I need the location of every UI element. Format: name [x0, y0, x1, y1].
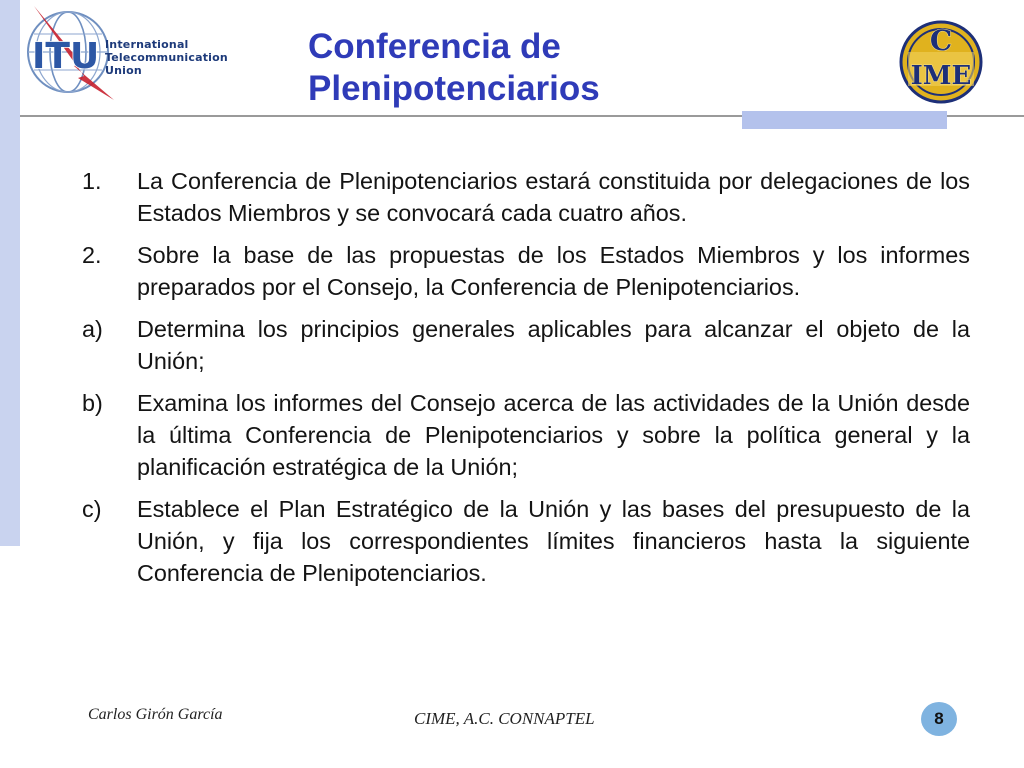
- list-marker: c): [82, 496, 102, 522]
- left-decorative-bar: [0, 0, 20, 546]
- list-item-text: Determina los principios generales aplicables para alcanzar el objeto de la Unión;: [137, 316, 970, 374]
- cime-logo: [888, 14, 994, 106]
- itu-text-line-1: International: [105, 38, 189, 51]
- list-marker: b): [82, 390, 103, 416]
- itu-text-line-3: Union: [105, 64, 142, 77]
- itu-wordmark: [105, 38, 228, 77]
- list-item-text: Sobre la base de las propuestas de los Estados Miembros y los informes preparados por el Consejo, la Conferencia de Plenipotenciarios.: [137, 242, 970, 300]
- list-item: [82, 313, 970, 377]
- itu-text-line-2: Telecommunication: [105, 51, 228, 64]
- list-item: [82, 387, 970, 483]
- slide-title: Conferencia de Plenipotenciarios: [308, 27, 600, 108]
- cime-logo-bottom-letters: IME: [910, 61, 972, 91]
- list-item: [82, 165, 970, 229]
- list-item-text: Establece el Plan Estratégico de la Unión y las bases del presupuesto de la Unión, y fija los correspondientes límites financieros hasta la siguiente Conferencia de Plenipotenciarios.: [137, 496, 970, 586]
- cime-logo-top-letter: C: [929, 24, 953, 57]
- header-accent-bar: [742, 111, 947, 129]
- list-item-text: Examina los informes del Consejo acerca de las actividades de la Unión desde la última Conferencia de Plenipotenciarios y sobre la política general y la planificación estratégica de la Unión;: [137, 390, 970, 480]
- list-item: [82, 493, 970, 589]
- page-number-badge: 8: [921, 702, 957, 736]
- list-item-text: La Conferencia de Plenipotenciarios estará constituida por delegaciones de los Estados Miembros y se convocará cada cuatro años.: [137, 168, 970, 226]
- list-marker: a): [82, 316, 103, 342]
- footer-organization: CIME, A.C. CONNAPTEL: [414, 709, 595, 728]
- slide-body: [82, 165, 970, 599]
- itu-letters: ITU: [32, 36, 100, 77]
- footer-author: Carlos Girón García: [88, 706, 223, 723]
- itu-logo: [22, 4, 240, 102]
- list-item: [82, 239, 970, 303]
- list-marker: 1.: [82, 168, 102, 194]
- list-marker: 2.: [82, 242, 102, 268]
